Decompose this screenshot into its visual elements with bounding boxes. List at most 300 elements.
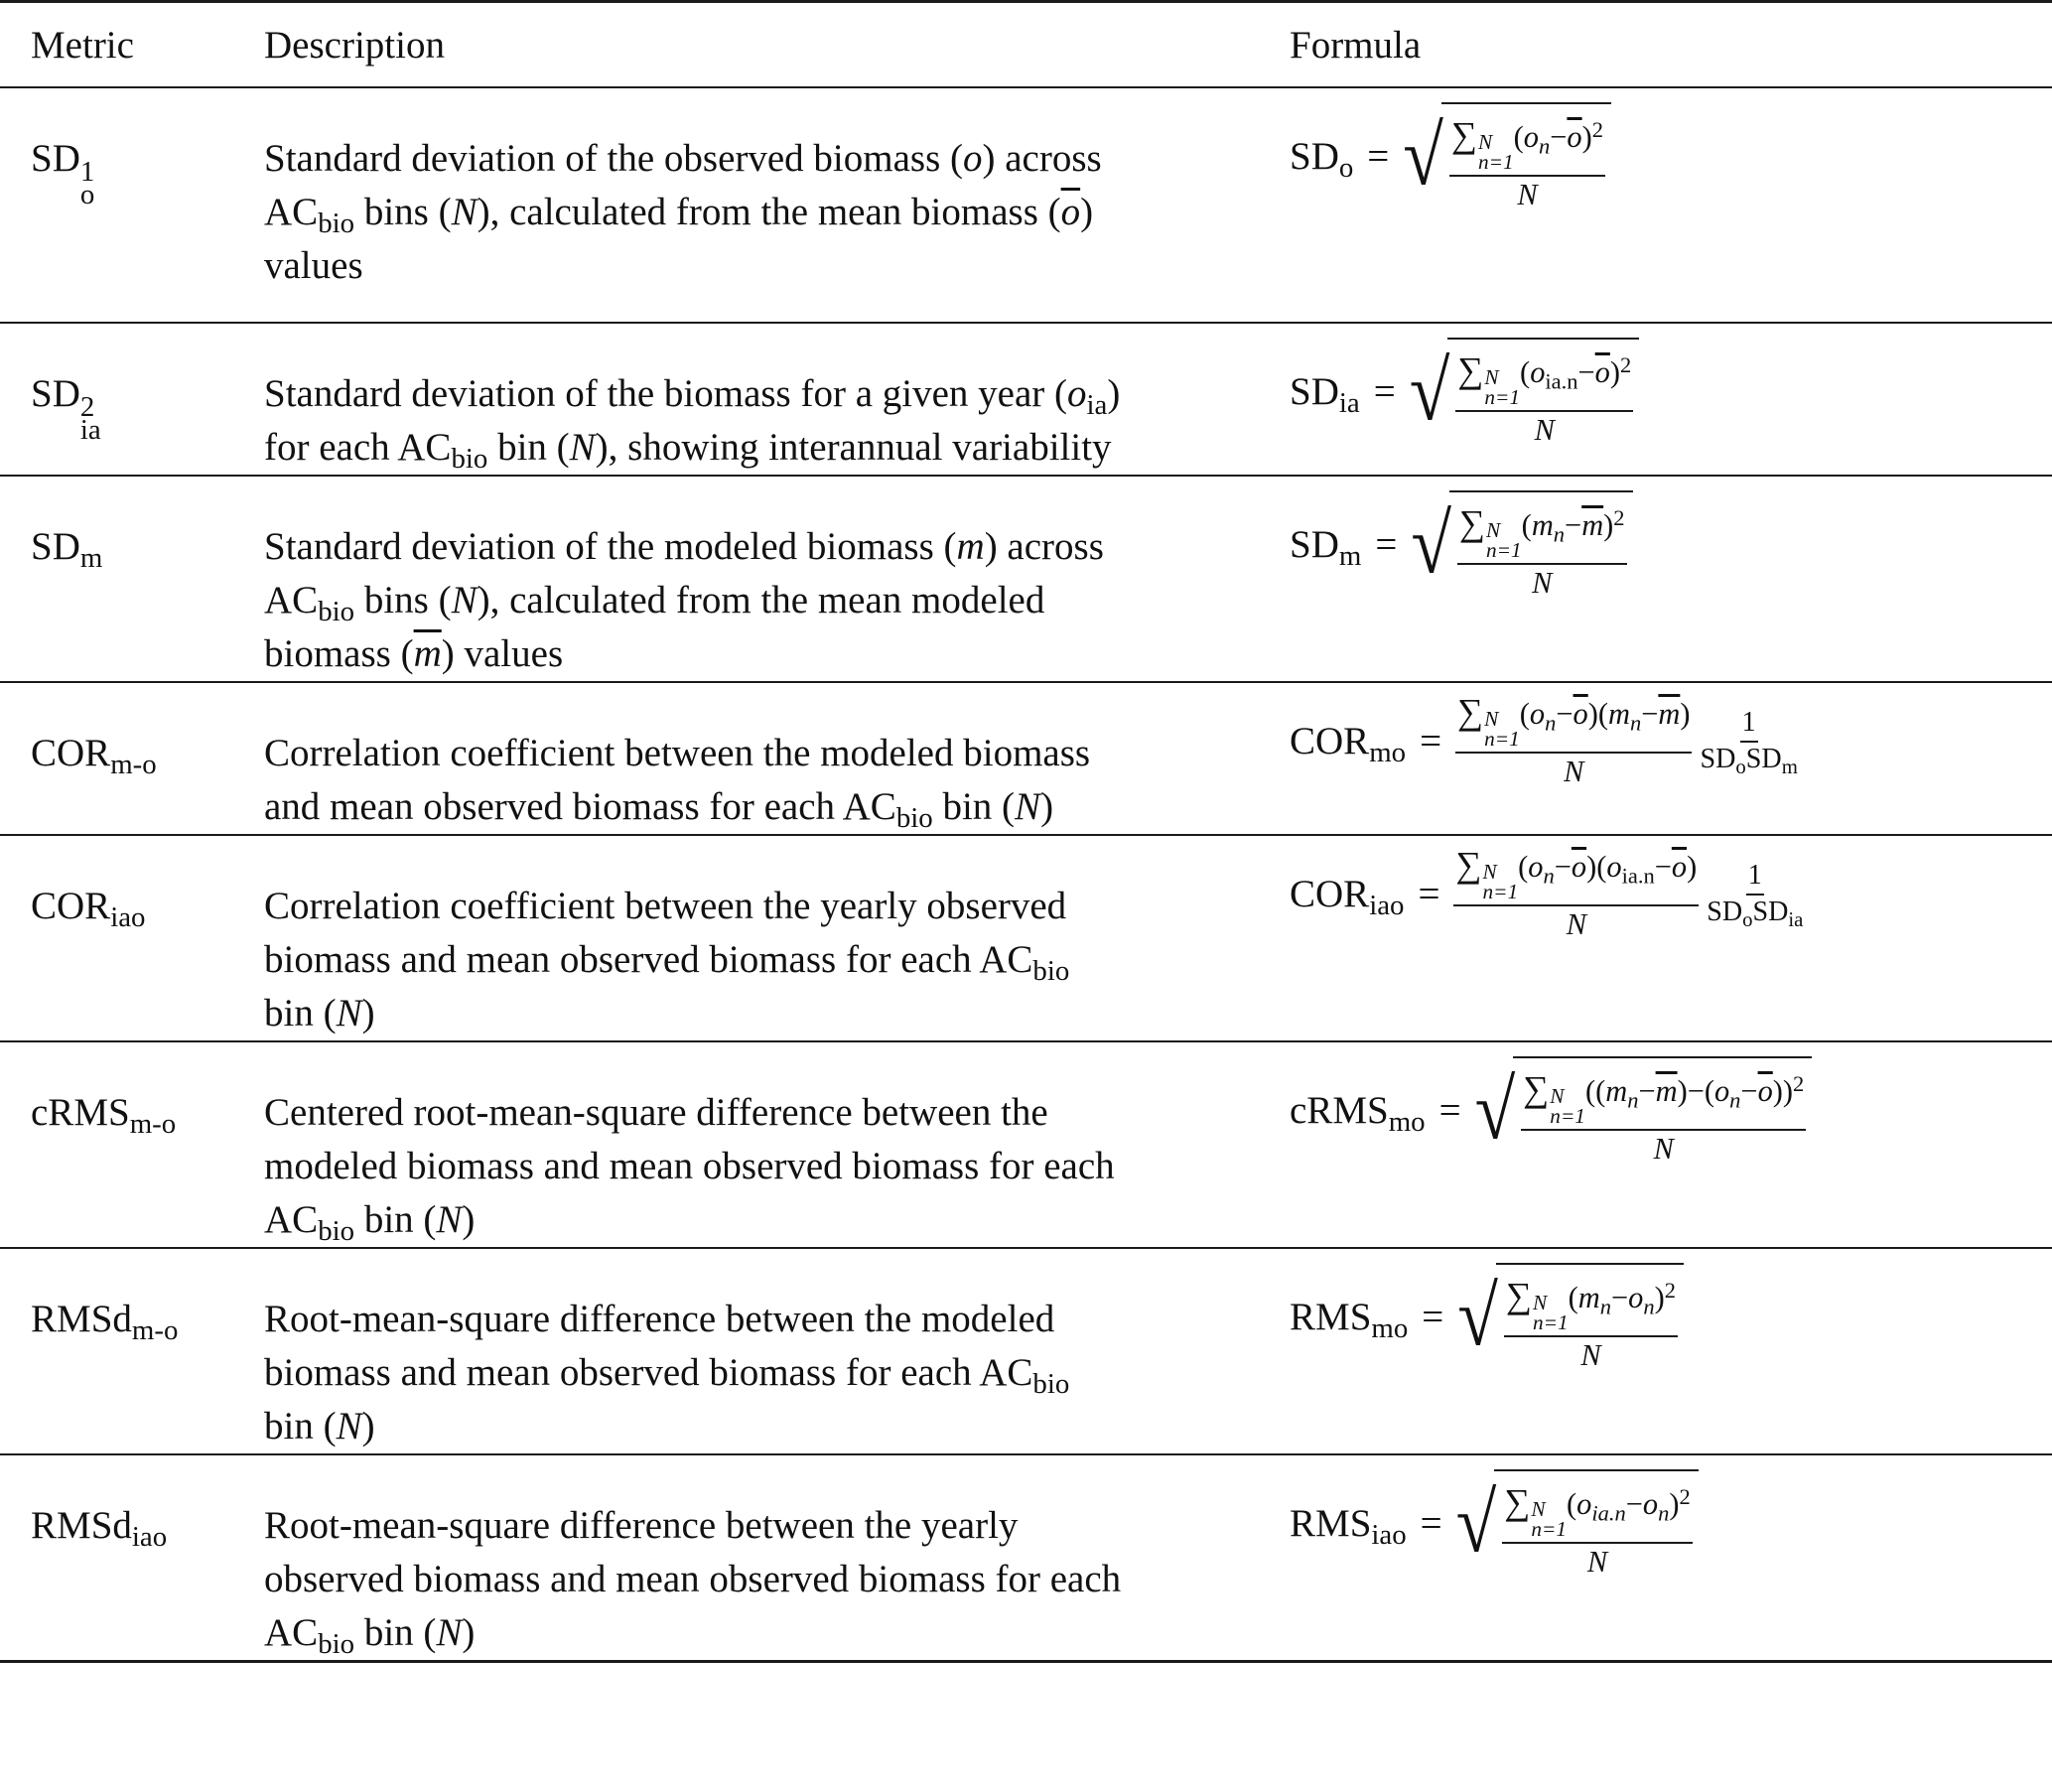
subscript: m <box>1781 755 1798 778</box>
text-run: $\overline{m}$ <box>1581 508 1604 542</box>
text-run: Standard deviation of the biomass for a given year ( <box>264 372 1068 415</box>
text-run: ) <box>1680 697 1691 731</box>
square-root <box>1457 1263 1684 1372</box>
formula <box>1290 1263 1684 1372</box>
table-row <box>0 87 2052 323</box>
table-row <box>0 835 2052 1041</box>
metric-cell <box>0 476 264 682</box>
fraction-denominator: N <box>1517 177 1538 211</box>
equals-sign: = <box>1373 370 1396 414</box>
subscript: o <box>1338 152 1354 185</box>
superscript: 2 <box>1620 351 1632 377</box>
superscript: 2 <box>1613 504 1625 530</box>
subscript: iao <box>131 1521 168 1554</box>
symbol-base: COR <box>31 732 111 774</box>
description-cell <box>264 87 1290 323</box>
equals-sign: = <box>1418 873 1440 916</box>
equals-sign: = <box>1422 1296 1444 1339</box>
subscript: bio <box>318 207 355 240</box>
superscript: 2 <box>1679 1483 1691 1509</box>
symbol-base: SD <box>1290 135 1339 179</box>
text-run: ( <box>1520 355 1531 389</box>
description-cell <box>264 682 1290 835</box>
subscript: n <box>1553 521 1566 547</box>
text-run: ) <box>462 1611 476 1654</box>
fraction <box>1457 502 1627 600</box>
subscript: bio <box>895 802 933 835</box>
text-run: $\overline{m}$ <box>1658 697 1681 731</box>
formula-lhs <box>1290 130 1353 184</box>
fraction-denominator: N <box>1580 1337 1601 1372</box>
text-run: bin ( <box>932 785 1016 828</box>
fraction-numerator <box>1521 1068 1806 1131</box>
text-run: Standard deviation of the observed biomass ( <box>264 137 963 180</box>
fraction <box>1455 691 1692 788</box>
description-cell <box>264 476 1290 682</box>
subscript: o <box>79 179 95 211</box>
formula-cell <box>1290 1248 2052 1454</box>
text-run: o <box>1606 850 1622 884</box>
normalization-fraction <box>1707 860 1804 931</box>
symbol-base: RMSd <box>31 1298 132 1340</box>
symbol-base: RMS <box>1290 1502 1372 1546</box>
subscript: ia.n <box>1545 368 1578 394</box>
text-run: o <box>1067 372 1087 415</box>
square-root <box>1475 1056 1813 1166</box>
text-run: N <box>451 191 478 233</box>
text-run: ) <box>1609 355 1621 389</box>
formula <box>1290 490 1633 600</box>
subscript: m <box>79 542 103 575</box>
text-run: ) <box>462 1198 476 1241</box>
text-run: ) <box>1107 372 1121 415</box>
fraction-denominator: N <box>1534 412 1555 447</box>
summation-symbol: ∑ <box>1457 691 1484 732</box>
text-run: − <box>1611 1281 1629 1314</box>
subscript: m-o <box>129 1108 177 1141</box>
text-run: ( <box>1513 120 1524 154</box>
description-cell <box>264 1454 1290 1662</box>
radicand <box>1447 338 1639 447</box>
sum-limits <box>1484 707 1520 752</box>
summation-symbol: ∑ <box>1457 349 1484 390</box>
subscript: n <box>1543 863 1555 889</box>
square-root <box>1411 490 1632 600</box>
text-run: )( <box>1587 697 1608 731</box>
text-run: − <box>1577 355 1595 389</box>
text-run: modeled biomass and mean observed biomass for each <box>264 1145 1115 1187</box>
text-run: AC <box>264 579 319 621</box>
subscript: ia.n <box>1621 863 1655 889</box>
text-run: Standard deviation of the modeled biomass ( <box>264 525 957 568</box>
text-run: − <box>1556 697 1573 731</box>
table-header-row <box>0 2 2052 88</box>
text-run: $\overline{o}$ <box>1571 850 1587 884</box>
sum-limits <box>1550 1084 1585 1129</box>
sum-lower-limit: n=1 <box>1486 538 1522 563</box>
text-run: − <box>1554 850 1572 884</box>
table-row <box>0 682 2052 835</box>
subscript: n <box>1539 133 1551 159</box>
sum-lower-limit: n=1 <box>1484 727 1520 752</box>
formula-lhs <box>1290 365 1360 419</box>
text-run: values <box>264 244 363 287</box>
formula-cell <box>1290 476 2052 682</box>
formula-lhs <box>1290 868 1404 921</box>
text-run: $\overline{o}$ <box>1757 1074 1773 1108</box>
description-cell <box>264 1248 1290 1454</box>
subscript: bio <box>318 1628 355 1661</box>
text-run: SD <box>1707 896 1743 928</box>
superscript: 2 <box>1793 1070 1805 1096</box>
text-run: ), calculated from the mean biomass ( <box>477 191 1061 233</box>
text-run: $\overline{m}$ <box>1655 1074 1678 1108</box>
description-cell <box>264 323 1290 476</box>
header-description: Description <box>264 24 445 67</box>
summation-symbol: ∑ <box>1505 1275 1532 1315</box>
text-run: bins ( <box>354 579 452 621</box>
subscript: n <box>1629 710 1642 736</box>
text-run: Correlation coefficient between the yearly observed <box>264 885 1067 927</box>
description-cell <box>264 1041 1290 1248</box>
text-run: ), calculated from the mean modeled <box>477 579 1045 621</box>
symbol-indices <box>79 156 95 211</box>
text-run: ( <box>1567 1487 1577 1521</box>
symbol-indices <box>79 391 101 447</box>
text-run: N <box>436 1198 463 1241</box>
superscript: 2 <box>79 391 95 424</box>
summation-symbol: ∑ <box>1504 1481 1531 1522</box>
fraction <box>1521 1068 1806 1166</box>
equals-sign: = <box>1420 1502 1442 1546</box>
text-run: SD <box>1700 744 1736 775</box>
text-run: ) <box>1687 850 1698 884</box>
metric-cell <box>0 682 264 835</box>
text-run: )( <box>1586 850 1607 884</box>
fraction-numerator <box>1504 1275 1678 1337</box>
formula <box>1290 691 1798 788</box>
text-run: AC <box>264 1198 319 1241</box>
text-run: $\overline{m}$ <box>413 632 442 675</box>
text-run: biomass and mean observed biomass for each AC <box>264 1351 1033 1394</box>
symbol-base: COR <box>1290 873 1370 916</box>
text-run: $\overline{o}$ <box>1594 355 1610 389</box>
text-run: − <box>1565 508 1582 542</box>
radicand <box>1496 1263 1684 1372</box>
metric-cell <box>0 323 264 476</box>
square-root <box>1403 102 1611 211</box>
text-run: Centered root-mean-square difference between the <box>264 1091 1048 1134</box>
sum-upper-limit: N <box>1532 1291 1548 1315</box>
equals-sign: = <box>1375 523 1398 567</box>
superscript: 1 <box>79 156 95 189</box>
subscript: mo <box>1371 1312 1409 1345</box>
subscript: m-o <box>131 1314 179 1347</box>
formula <box>1290 844 1804 941</box>
radical-sign: √ <box>1409 345 1450 440</box>
text-run: ( <box>1518 850 1529 884</box>
table-row <box>0 1248 2052 1454</box>
summation-symbol: ∑ <box>1458 502 1486 543</box>
text-run: − <box>1654 850 1672 884</box>
text-run: N <box>436 1611 463 1654</box>
text-run: ) <box>361 1405 375 1447</box>
subscript: o <box>1742 907 1753 931</box>
subscript: n <box>1627 1087 1639 1113</box>
fraction-numerator <box>1455 349 1633 412</box>
subscript: bio <box>1032 1368 1070 1401</box>
radical-sign: √ <box>1403 109 1443 205</box>
superscript: 2 <box>1591 116 1603 142</box>
text-run: )−( <box>1677 1074 1714 1108</box>
fraction <box>1453 844 1699 941</box>
sum-lower-limit: n=1 <box>1550 1104 1585 1129</box>
sum-limits <box>1484 365 1521 410</box>
text-run: − <box>1641 697 1659 731</box>
subscript: ia <box>1338 387 1360 420</box>
symbol-base: cRMS <box>1290 1089 1389 1133</box>
square-root <box>1456 1469 1699 1579</box>
radicand <box>1494 1469 1698 1579</box>
text-run: m <box>956 525 985 568</box>
text-run: m <box>1605 1074 1628 1108</box>
subscript: n <box>1658 1500 1670 1526</box>
formula-cell <box>1290 682 2052 835</box>
text-run: ) <box>1581 120 1592 154</box>
header-metric: Metric <box>31 24 134 67</box>
sum-lower-limit: n=1 <box>1531 1517 1568 1542</box>
text-run: $\overline{o}$ <box>1573 697 1588 731</box>
text-run: AC <box>264 1611 319 1654</box>
formula <box>1290 338 1639 447</box>
text-run: N <box>1015 785 1041 828</box>
text-run: N <box>451 579 478 621</box>
fraction-denominator: N <box>1586 1544 1608 1579</box>
text-run: m <box>1577 1281 1600 1314</box>
text-run: bin ( <box>264 1405 337 1447</box>
metric-cell <box>0 835 264 1041</box>
equals-sign: = <box>1367 135 1390 179</box>
sum-limits <box>1532 1291 1569 1335</box>
text-run: ) <box>1040 785 1054 828</box>
subscript: bio <box>451 443 488 476</box>
symbol-base: COR <box>31 885 111 927</box>
superscript: 2 <box>1664 1277 1676 1303</box>
text-run: ) <box>1080 191 1094 233</box>
text-run: − <box>1550 120 1568 154</box>
subscript: n <box>1643 1294 1655 1319</box>
formula <box>1290 1469 1699 1579</box>
symbol-base: RMS <box>1290 1296 1372 1339</box>
text-run: Root-mean-square difference between the modeled <box>264 1298 1055 1340</box>
text-run: N <box>336 992 362 1034</box>
fraction <box>1502 1481 1692 1579</box>
subscript: n <box>1729 1087 1741 1113</box>
text-run: )) <box>1772 1074 1794 1108</box>
fraction <box>1455 349 1633 447</box>
subscript: o <box>1735 755 1746 778</box>
text-run: biomass ( <box>264 632 414 675</box>
text-run: bin ( <box>354 1198 437 1241</box>
sum-limits <box>1478 130 1514 175</box>
formula-cell <box>1290 835 2052 1041</box>
symbol-base: cRMS <box>31 1091 130 1134</box>
text-run: o <box>1528 850 1544 884</box>
text-run: ) values <box>441 632 564 675</box>
table-row <box>0 323 2052 476</box>
text-run: o <box>1642 1487 1659 1521</box>
sum-limits <box>1482 860 1519 904</box>
text-run: ( <box>1519 697 1530 731</box>
equals-sign: = <box>1420 720 1442 763</box>
text-run: for each AC <box>264 426 452 469</box>
square-root <box>1410 338 1640 447</box>
text-run: ( <box>1568 1281 1578 1314</box>
sum-upper-limit: N <box>1484 365 1499 390</box>
sum-limits <box>1486 518 1522 563</box>
text-run: AC <box>264 191 319 233</box>
radical-sign: √ <box>1455 1476 1497 1572</box>
sum-upper-limit: N <box>1550 1084 1565 1109</box>
text-run: o <box>1529 697 1546 731</box>
radicand <box>1449 490 1633 600</box>
text-run: m <box>1531 508 1554 542</box>
subscript: ia <box>79 414 101 447</box>
text-run: Root-mean-square difference between the yearly <box>264 1504 1019 1547</box>
subscript: iao <box>110 901 146 934</box>
summation-symbol: ∑ <box>1455 844 1482 885</box>
metric-cell <box>0 1041 264 1248</box>
sum-lower-limit: n=1 <box>1484 385 1521 410</box>
formula-cell <box>1290 323 2052 476</box>
subscript: n <box>1599 1294 1611 1319</box>
subscript: n <box>1545 710 1557 736</box>
header-formula: Formula <box>1290 24 1422 67</box>
text-run: o <box>1523 120 1539 154</box>
text-run: SD <box>1745 744 1782 775</box>
fraction-numerator <box>1449 114 1605 177</box>
text-run: − <box>1638 1074 1656 1108</box>
symbol-base: SD <box>1290 370 1339 414</box>
subscript: bio <box>318 1215 355 1248</box>
text-run: o <box>1530 355 1546 389</box>
subscript: mo <box>1388 1106 1426 1139</box>
sum-lower-limit: n=1 <box>1532 1310 1569 1335</box>
formula-lhs <box>1290 1497 1407 1551</box>
subscript: ia <box>1788 907 1804 931</box>
subscript: ia.n <box>1591 1500 1626 1526</box>
text-run: − <box>1625 1487 1643 1521</box>
text-run: bin ( <box>354 1611 437 1654</box>
subscript: bio <box>318 596 355 628</box>
fraction-denominator <box>1700 743 1798 778</box>
subscript: mo <box>1369 737 1407 769</box>
text-run: ) across <box>982 137 1102 180</box>
normalization-fraction <box>1700 707 1798 778</box>
formula-lhs <box>1290 1291 1408 1344</box>
metric-cell <box>0 87 264 323</box>
text-run: ) <box>1669 1487 1680 1521</box>
symbol-base: COR <box>1290 720 1370 763</box>
subscript: iao <box>1371 1519 1407 1552</box>
radical-sign: √ <box>1474 1063 1516 1159</box>
subscript: iao <box>1369 890 1405 922</box>
subscript: m <box>1338 540 1362 573</box>
text-run: $\overline{o}$ <box>1671 850 1688 884</box>
text-run: (( <box>1584 1074 1606 1108</box>
formula-lhs <box>1290 518 1361 572</box>
sum-lower-limit: n=1 <box>1478 150 1514 175</box>
summation-symbol: ∑ <box>1523 1068 1550 1109</box>
symbol-base: RMSd <box>31 1504 132 1547</box>
radical-sign: √ <box>1411 497 1451 593</box>
text-run: Correlation coefficient between the modeled biomass <box>264 732 1091 774</box>
sum-upper-limit: N <box>1484 707 1499 732</box>
sum-upper-limit: N <box>1478 130 1493 155</box>
radical-sign: √ <box>1457 1270 1498 1365</box>
text-run: bins ( <box>354 191 452 233</box>
text-run: m <box>1608 697 1630 731</box>
formula-cell <box>1290 87 2052 323</box>
text-run: ), showing interannual variability <box>595 426 1112 469</box>
text-run: ( <box>1521 508 1532 542</box>
table-row <box>0 476 2052 682</box>
symbol-base: SD <box>31 525 80 568</box>
table-body <box>0 87 2052 1662</box>
fraction-denominator <box>1707 896 1804 931</box>
text-run: N <box>569 426 596 469</box>
metric-cell <box>0 1248 264 1454</box>
sum-lower-limit: n=1 <box>1482 880 1519 904</box>
radicand <box>1513 1056 1812 1166</box>
text-run: $\overline{o}$ <box>1060 191 1081 233</box>
sum-upper-limit: N <box>1531 1497 1546 1522</box>
formula-cell <box>1290 1454 2052 1662</box>
fraction-numerator <box>1455 691 1692 754</box>
formula-lhs <box>1290 1084 1426 1138</box>
text-run: bin ( <box>487 426 570 469</box>
formula-lhs <box>1290 715 1406 768</box>
fraction <box>1504 1275 1678 1372</box>
text-run: observed biomass and mean observed biomass for each <box>264 1558 1122 1600</box>
fraction-numerator: 1 <box>1746 861 1764 896</box>
subscript: ia <box>1086 389 1108 422</box>
text-run: ) <box>361 992 375 1034</box>
symbol-base: SD <box>31 137 80 180</box>
fraction-denominator: N <box>1566 906 1586 941</box>
sum-limits <box>1531 1497 1568 1542</box>
text-run: SD <box>1752 896 1789 928</box>
equals-sign: = <box>1438 1089 1461 1133</box>
text-run: bin ( <box>264 992 337 1034</box>
text-run: − <box>1740 1074 1758 1108</box>
metric-cell <box>0 1454 264 1662</box>
subscript: m-o <box>110 749 157 781</box>
fraction-denominator: N <box>1564 754 1584 788</box>
symbol-base: SD <box>31 372 80 415</box>
text-run: ) across <box>984 525 1104 568</box>
formula <box>1290 1056 1812 1166</box>
text-run: o <box>1576 1487 1592 1521</box>
fraction-numerator <box>1502 1481 1692 1544</box>
subscript: bio <box>1032 955 1070 988</box>
formula <box>1290 102 1611 211</box>
text-run: ) <box>1603 508 1614 542</box>
sum-upper-limit: N <box>1486 518 1501 543</box>
description-cell <box>264 835 1290 1041</box>
text-run: biomass and mean observed biomass for each AC <box>264 938 1033 981</box>
sum-upper-limit: N <box>1482 860 1497 885</box>
